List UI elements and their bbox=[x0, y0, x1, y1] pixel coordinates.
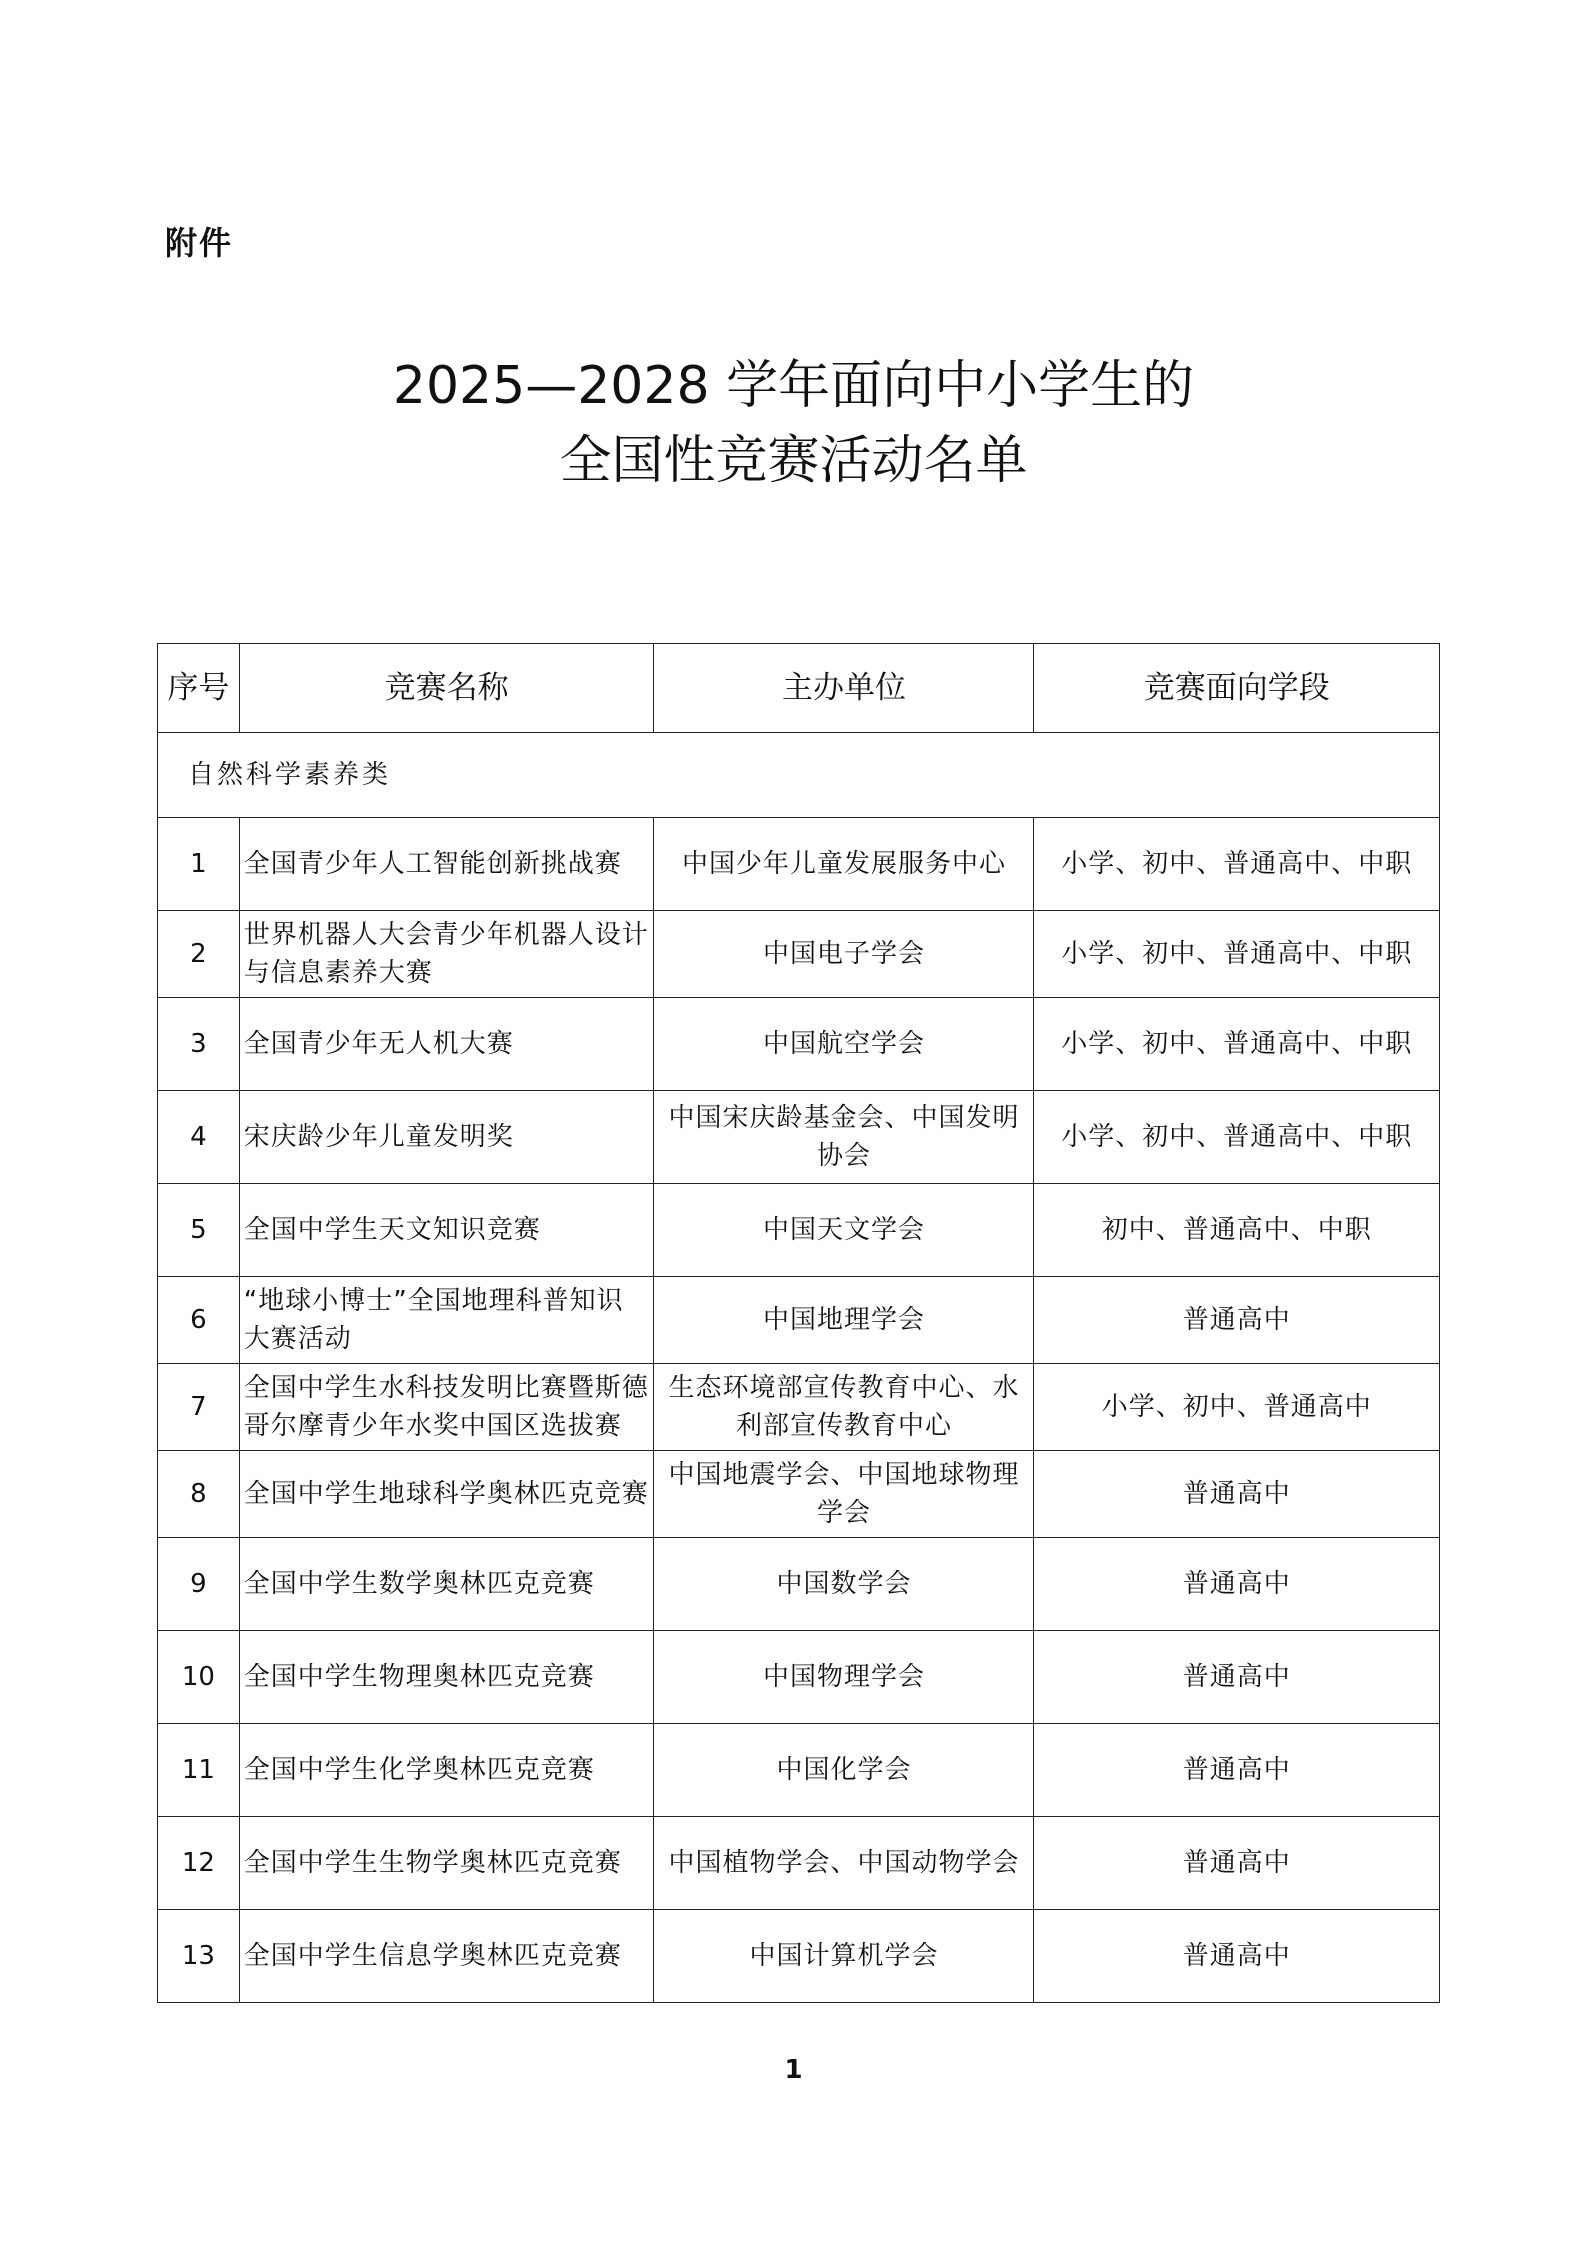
row-number: 3 bbox=[158, 998, 240, 1091]
table-row bbox=[158, 1184, 1440, 1277]
table-row bbox=[158, 1817, 1440, 1910]
row-number: 2 bbox=[158, 911, 240, 998]
row-number: 11 bbox=[158, 1724, 240, 1817]
table-row bbox=[158, 818, 1440, 911]
organizer: 中国植物学会、中国动物学会 bbox=[654, 1817, 1034, 1910]
school-level: 小学、初中、普通高中、中职 bbox=[1034, 998, 1440, 1091]
table-row bbox=[158, 1277, 1440, 1364]
organizer: 中国宋庆龄基金会、中国发明协会 bbox=[654, 1091, 1034, 1184]
competition-name: 全国青少年人工智能创新挑战赛 bbox=[239, 818, 654, 911]
category-row bbox=[158, 733, 1440, 818]
organizer: 中国化学会 bbox=[654, 1724, 1034, 1817]
table-row bbox=[158, 998, 1440, 1091]
table-row bbox=[158, 1724, 1440, 1817]
row-number: 6 bbox=[158, 1277, 240, 1364]
attachment-label: 附件 bbox=[165, 224, 234, 262]
competition-name: 全国中学生地球科学奥林匹克竞赛 bbox=[239, 1451, 654, 1538]
row-number: 9 bbox=[158, 1538, 240, 1631]
row-number: 13 bbox=[158, 1910, 240, 2003]
school-level: 普通高中 bbox=[1034, 1538, 1440, 1631]
competition-name: 全国中学生数学奥林匹克竞赛 bbox=[239, 1538, 654, 1631]
table-row bbox=[158, 911, 1440, 998]
document-title-line-2: 全国性竞赛活动名单 bbox=[559, 431, 1028, 491]
row-number: 10 bbox=[158, 1631, 240, 1724]
competition-name: “地球小博士”全国地理科普知识大赛活动 bbox=[239, 1277, 654, 1364]
organizer: 中国物理学会 bbox=[654, 1631, 1034, 1724]
category-label: 自然科学素养类 bbox=[158, 733, 1440, 818]
school-level: 普通高中 bbox=[1034, 1277, 1440, 1364]
row-number: 7 bbox=[158, 1364, 240, 1451]
school-level: 小学、初中、普通高中、中职 bbox=[1034, 1091, 1440, 1184]
competition-name: 全国中学生化学奥林匹克竞赛 bbox=[239, 1724, 654, 1817]
row-number: 12 bbox=[158, 1817, 240, 1910]
table-row bbox=[158, 1091, 1440, 1184]
school-level: 普通高中 bbox=[1034, 1724, 1440, 1817]
row-number: 8 bbox=[158, 1451, 240, 1538]
table-row bbox=[158, 1631, 1440, 1724]
table-row bbox=[158, 1364, 1440, 1451]
organizer: 中国航空学会 bbox=[654, 998, 1034, 1091]
school-level: 初中、普通高中、中职 bbox=[1034, 1184, 1440, 1277]
header-school-level: 竞赛面向学段 bbox=[1034, 644, 1440, 733]
table-row bbox=[158, 1538, 1440, 1631]
competition-name: 全国中学生信息学奥林匹克竞赛 bbox=[239, 1910, 654, 2003]
competition-table bbox=[157, 643, 1440, 2003]
row-number: 4 bbox=[158, 1091, 240, 1184]
row-number: 5 bbox=[158, 1184, 240, 1277]
school-level: 小学、初中、普通高中、中职 bbox=[1034, 911, 1440, 998]
organizer: 中国天文学会 bbox=[654, 1184, 1034, 1277]
school-level: 小学、初中、普通高中、中职 bbox=[1034, 818, 1440, 911]
competition-name: 全国中学生天文知识竞赛 bbox=[239, 1184, 654, 1277]
competition-name: 宋庆龄少年儿童发明奖 bbox=[239, 1091, 654, 1184]
header-competition-name: 竞赛名称 bbox=[239, 644, 654, 733]
competition-name: 全国中学生物理奥林匹克竞赛 bbox=[239, 1631, 654, 1724]
competition-name: 全国中学生生物学奥林匹克竞赛 bbox=[239, 1817, 654, 1910]
school-level: 普通高中 bbox=[1034, 1910, 1440, 2003]
organizer: 中国计算机学会 bbox=[654, 1910, 1034, 2003]
school-level: 普通高中 bbox=[1034, 1817, 1440, 1910]
organizer: 中国电子学会 bbox=[654, 911, 1034, 998]
page-number: 1 bbox=[784, 2055, 803, 2085]
competition-name: 世界机器人大会青少年机器人设计与信息素养大赛 bbox=[239, 911, 654, 998]
school-level: 普通高中 bbox=[1034, 1631, 1440, 1724]
competition-name: 全国中学生水科技发明比赛暨斯德哥尔摩青少年水奖中国区选拔赛 bbox=[239, 1364, 654, 1451]
table-header-row bbox=[158, 644, 1440, 733]
organizer: 中国地震学会、中国地球物理学会 bbox=[654, 1451, 1034, 1538]
header-organizer: 主办单位 bbox=[654, 644, 1034, 733]
table-row bbox=[158, 1910, 1440, 2003]
document-title-line-1: 2025—2028 学年面向中小学生的 bbox=[392, 356, 1195, 416]
row-number: 1 bbox=[158, 818, 240, 911]
organizer: 生态环境部宣传教育中心、水利部宣传教育中心 bbox=[654, 1364, 1034, 1451]
school-level: 普通高中 bbox=[1034, 1451, 1440, 1538]
organizer: 中国少年儿童发展服务中心 bbox=[654, 818, 1034, 911]
table-row bbox=[158, 1451, 1440, 1538]
header-serial-number: 序号 bbox=[158, 644, 240, 733]
organizer: 中国地理学会 bbox=[654, 1277, 1034, 1364]
school-level: 小学、初中、普通高中 bbox=[1034, 1364, 1440, 1451]
competition-name: 全国青少年无人机大赛 bbox=[239, 998, 654, 1091]
organizer: 中国数学会 bbox=[654, 1538, 1034, 1631]
